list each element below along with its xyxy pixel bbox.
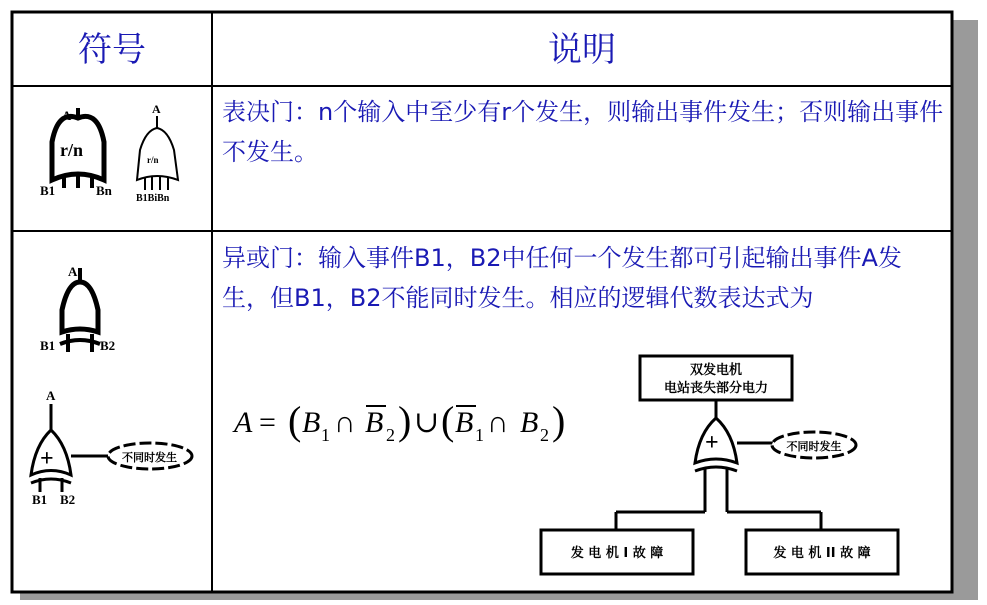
formula-b2: B xyxy=(520,406,539,439)
voting-small-ratio-label: r/n xyxy=(147,155,159,165)
xor2-input-b1-label: B1 xyxy=(32,492,48,507)
formula-b1-bar: B xyxy=(455,406,474,439)
top-event-line1: 双发电机 xyxy=(689,363,743,378)
header-description: 说明 xyxy=(548,30,616,70)
formula-lhs: A xyxy=(234,406,253,439)
formula-paren: ( xyxy=(441,398,455,443)
formula-sub2: 2 xyxy=(540,425,549,445)
voting-gate-ratio-label: r/n xyxy=(60,140,84,160)
formula-paren: ) xyxy=(398,398,412,443)
xor-input-b2-label: B2 xyxy=(100,338,116,353)
formula-b1: B xyxy=(302,406,321,439)
top-event-line2: 电站丧失部分电力 xyxy=(663,381,769,396)
formula-eq: = xyxy=(259,406,276,439)
tree-condition-label: 不同时发生 xyxy=(786,440,842,453)
voting-input-b1-label: B1 xyxy=(40,183,56,198)
voting-gate-description: 表决门：n个输入中至少有r个发生，则输出事件发生；否则输出事件不发生。 xyxy=(222,98,944,166)
formula-cap: ∩ xyxy=(334,406,356,439)
voting-output-label: A xyxy=(62,108,72,123)
tree-plus-sign: + xyxy=(705,430,719,456)
formula-paren: ) xyxy=(552,398,566,443)
formula-paren: ( xyxy=(288,398,302,443)
header-symbol: 符号 xyxy=(78,30,146,70)
voting-input-bn-label: Bn xyxy=(96,183,112,198)
formula-cap: ∩ xyxy=(487,406,509,439)
formula-b2-bar: B xyxy=(365,406,384,439)
voting-small-inputs-label: B1BiBn xyxy=(136,193,170,204)
voting-small-output-label: A xyxy=(152,102,161,116)
xor-output-label: A xyxy=(68,264,78,279)
formula-cup: ∪ xyxy=(414,406,440,439)
xor2-plus-sign: + xyxy=(40,446,54,472)
formula-sub1: 1 xyxy=(475,425,484,445)
xor-input-b1-label: B1 xyxy=(40,338,56,353)
xor2-output-label: A xyxy=(46,388,56,403)
left-event-label: 发 电 机 I 故 障 xyxy=(570,546,664,561)
formula-sub1: 1 xyxy=(321,425,330,445)
right-event-label: 发 电 机 II 故 障 xyxy=(773,546,871,561)
xor2-input-b2-label: B2 xyxy=(60,492,76,507)
formula-sub2: 2 xyxy=(386,425,395,445)
xor2-condition-label: 不同时发生 xyxy=(122,451,177,464)
xor-gate-description: 异或门：输入事件B1，B2中任何一个发生都可引起输出事件A发生，但B1，B2不能同时发生。相应的逻辑代数表达式为 xyxy=(222,244,902,312)
